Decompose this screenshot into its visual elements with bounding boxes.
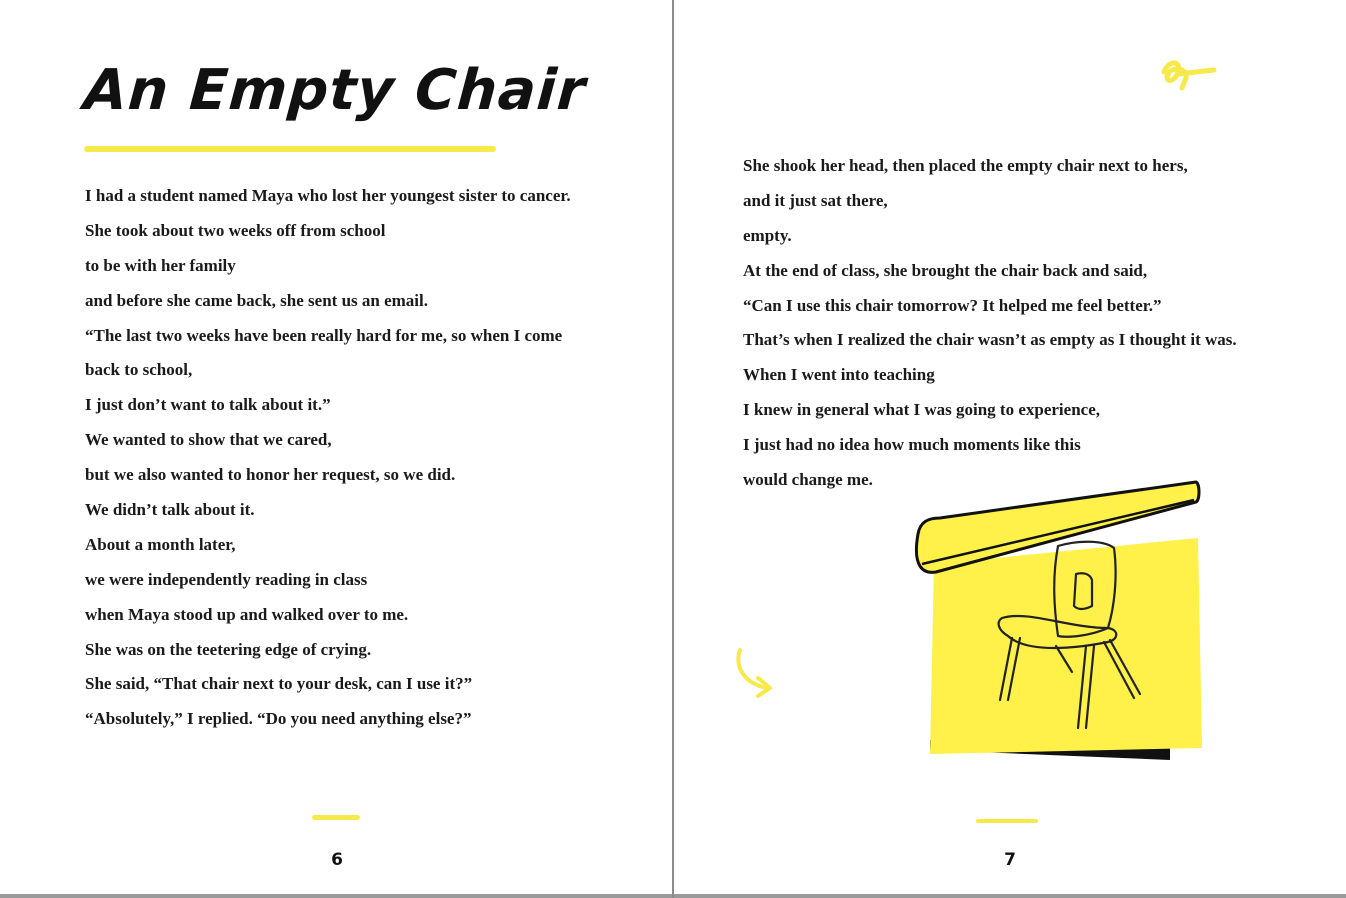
text-line: and it just sat there,	[743, 190, 888, 210]
left-body-text	[85, 179, 571, 737]
text-line: and before she came back, she sent us an email.	[85, 290, 428, 310]
page-number: 6	[331, 850, 343, 870]
text-line: We didn’t talk about it.	[85, 500, 255, 520]
text-line: That’s when I realized the chair wasn’t as empty as I thought it was.	[743, 330, 1237, 350]
text-line: “Absolutely,” I replied. “Do you need anything else?”	[85, 709, 472, 729]
text-line: When I went into teaching	[743, 365, 935, 385]
text-line: At the end of class, she brought the chair back and said,	[743, 260, 1148, 280]
title-underline	[84, 146, 496, 152]
text-line: empty.	[743, 225, 792, 245]
text-line: I had a student named Maya who lost her youngest sister to cancer.	[85, 186, 571, 205]
text-line: I knew in general what I was going to experience,	[743, 400, 1100, 420]
right-body-text	[743, 149, 1237, 498]
text-line: “The last two weeks have been really hard for me, so when I come	[85, 325, 563, 345]
text-line: “Can I use this chair tomorrow? It helped me feel better.”	[743, 295, 1162, 315]
text-line: back to school,	[85, 360, 193, 380]
text-line: but we also wanted to honor her request, so we did.	[85, 465, 456, 485]
curved-arrow-icon	[730, 644, 780, 704]
text-line: She was on the teetering edge of crying.	[85, 639, 372, 659]
text-line: She said, “That chair next to your desk, can I use it?”	[85, 674, 473, 694]
squiggle-doodle-icon	[1158, 54, 1218, 94]
text-line: About a month later,	[85, 534, 236, 554]
text-line: when Maya stood up and walked over to me.	[85, 604, 409, 624]
text-line: we were independently reading in class	[85, 569, 368, 589]
text-line: She took about two weeks off from school	[85, 220, 386, 240]
text-line: to be with her family	[85, 255, 236, 275]
right-page	[674, 0, 1346, 894]
text-line: She shook her head, then placed the empty chair next to hers,	[743, 156, 1188, 175]
folio-accent	[976, 819, 1038, 823]
text-line: would change me.	[743, 470, 873, 490]
text-line: I just don’t want to talk about it.”	[85, 395, 331, 415]
left-page	[0, 0, 672, 894]
chapter-title: An Empty Chair	[81, 58, 589, 123]
text-line: We wanted to show that we cared,	[85, 430, 332, 450]
school-chair-icon	[908, 478, 1208, 768]
text-line: I just had no idea how much moments like this	[743, 435, 1081, 455]
page-number: 7	[1004, 850, 1016, 870]
folio-accent	[312, 815, 360, 820]
